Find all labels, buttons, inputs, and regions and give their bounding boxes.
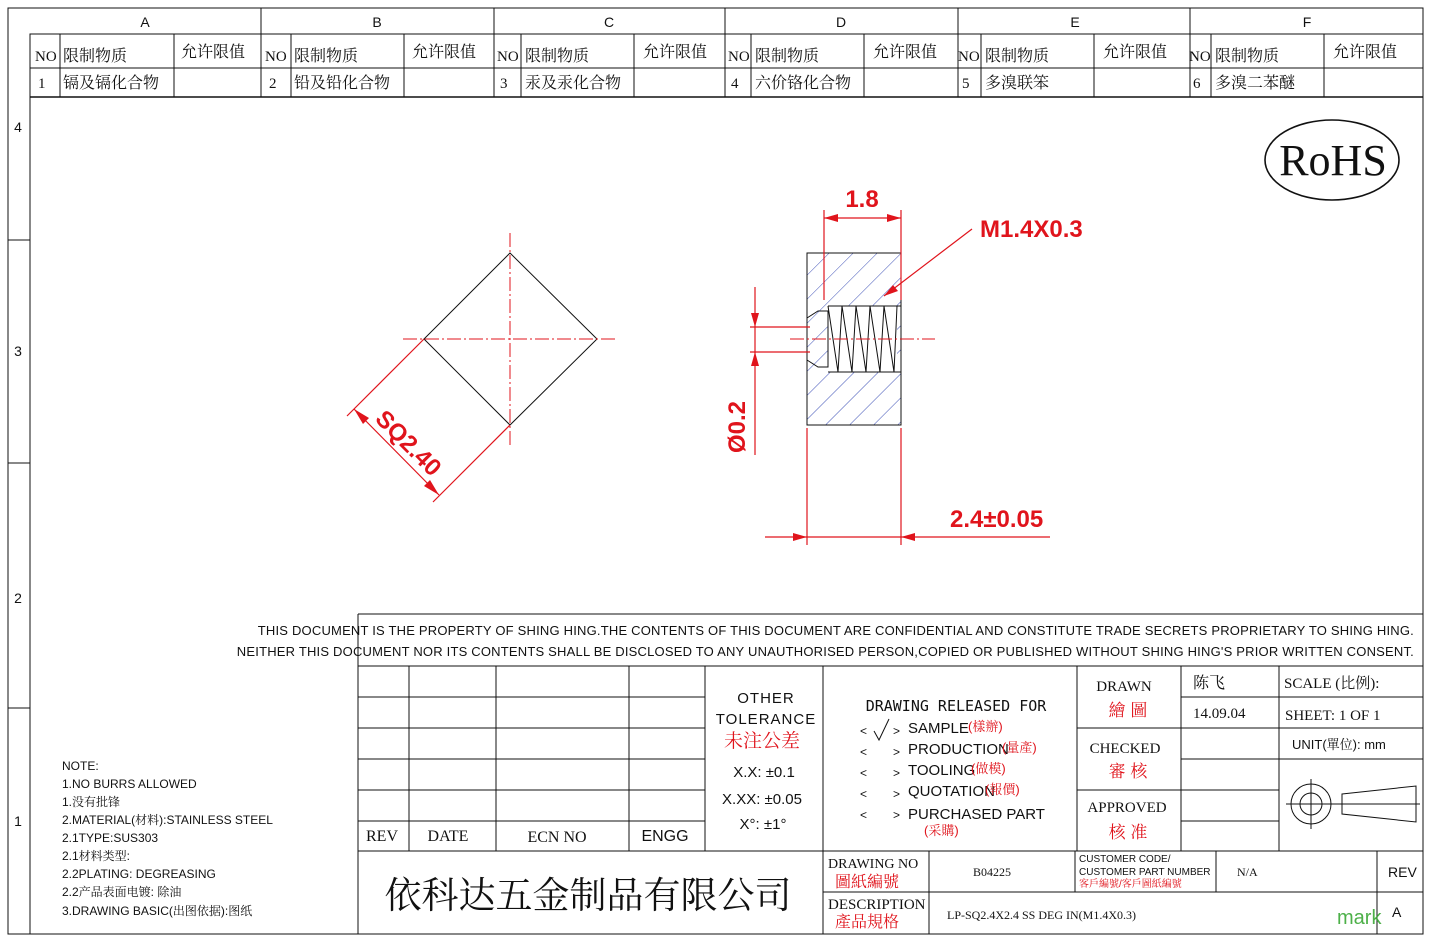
- limit-header: 允许限值: [412, 44, 477, 61]
- dia-dimension-label: Ø0.2: [724, 400, 751, 453]
- drawing-no-label: DRAWING NO: [828, 857, 919, 872]
- note-line: 1.NO BURRS ALLOWED: [62, 777, 197, 791]
- substance-no: 1: [38, 76, 46, 92]
- zone-col-c: C: [603, 14, 615, 30]
- drawing-no-label-cn: 圖紙編號: [835, 874, 900, 891]
- width-dimension-label: 1.8: [845, 186, 879, 213]
- sheet-label: SHEET: 1 OF 1: [1285, 708, 1381, 724]
- drawn-label: DRAWN: [1096, 679, 1152, 695]
- limit-header: 允许限值: [873, 44, 938, 61]
- square-view: [347, 233, 618, 502]
- tolerance-title-2: TOLERANCE: [715, 711, 817, 728]
- release-purchased: PURCHASED PART: [908, 806, 1045, 823]
- limit-header: 允许限值: [643, 44, 708, 61]
- limit-header: 允许限值: [181, 44, 246, 61]
- svg-text:<: <: [860, 808, 868, 822]
- substance-name: 镉及镉化合物: [63, 75, 160, 92]
- note-line: NOTE:: [62, 759, 99, 773]
- no-header: NO: [958, 49, 980, 65]
- description-label-cn: 產品規格: [835, 914, 900, 931]
- release-quotation-cn: (報價): [985, 782, 1020, 797]
- substance-no: 4: [731, 76, 739, 92]
- description-label: DESCRIPTION: [828, 897, 926, 913]
- zone-row-3: 3: [14, 343, 22, 359]
- zone-row-2: 2: [14, 590, 22, 606]
- svg-text:>: >: [893, 808, 901, 822]
- tolerance-title-cn: 未注公差: [723, 731, 801, 752]
- substance-no: 6: [1193, 76, 1201, 92]
- scale-label: SCALE (比例):: [1284, 676, 1380, 692]
- zone-row-1: 1: [14, 813, 22, 829]
- limit-header: 允许限值: [1103, 44, 1168, 61]
- checked-label: CHECKED: [1089, 741, 1161, 757]
- sq-dimension-label: SQ2.40: [369, 405, 447, 482]
- tolerance-xxx: X.XX: ±0.05: [722, 791, 802, 808]
- substance-no: 5: [962, 76, 970, 92]
- customer-value: N/A: [1237, 865, 1258, 879]
- no-header: NO: [728, 49, 750, 65]
- substance-name: 多溴联笨: [985, 75, 1050, 92]
- release-tooling: TOOLING: [908, 762, 976, 779]
- svg-text:>: >: [893, 745, 901, 759]
- no-header: NO: [35, 49, 57, 65]
- description-value: LP-SQ2.4X2.4 SS DEG IN(M1.4X0.3): [947, 908, 1137, 922]
- customer-label-2: CUSTOMER PART NUMBER: [1079, 867, 1211, 878]
- tolerance-angle: X°: ±1°: [739, 816, 787, 833]
- tolerance-title-1: OTHER: [737, 690, 795, 707]
- confidential-line-1: THIS DOCUMENT IS THE PROPERTY OF SHING HING.THE CONTENTS OF THIS DOCUMENT ARE CONFIDENTIAL AND CONSTITUTE TRADE SECRETS PROPRIETARY TO SHING HING.: [257, 623, 1414, 638]
- sample-check-icon: [874, 719, 889, 740]
- confidential-line-2: NEITHER THIS DOCUMENT NOR ITS CONTENTS SHALL BE DISCLOSED TO ANY UNAUTHORISED PERSON,COPIED OR PUBLISHED WITHOUT SHING HING'S PRIOR WRITTEN CONSENT.: [236, 644, 1414, 659]
- substance-name: 六价铬化合物: [755, 75, 852, 92]
- sq-extension-1: [347, 339, 424, 416]
- substance-name: 铅及铅化合物: [294, 75, 391, 92]
- release-purchased-cn: (采購): [924, 823, 959, 838]
- limit-header: 允许限值: [1333, 44, 1398, 61]
- substance-header: 限制物质: [755, 48, 820, 65]
- note-line: 2.1TYPE:SUS303: [62, 831, 159, 845]
- svg-text:>: >: [893, 724, 901, 738]
- date-header: DATE: [427, 828, 469, 845]
- approved-label-cn: 核 准: [1108, 823, 1148, 842]
- drawn-date: 14.09.04: [1193, 706, 1246, 722]
- drawn-label-cn: 繪 圖: [1108, 701, 1148, 720]
- svg-text:>: >: [893, 766, 901, 780]
- zone-col-b: B: [372, 14, 382, 30]
- release-sample-cn: (樣辦): [968, 719, 1003, 734]
- projection-symbol-icon: [1286, 779, 1420, 829]
- length-dimension-label: 2.4±0.05: [950, 506, 1044, 533]
- zone-col-f: F: [1302, 14, 1312, 30]
- zone-col-e: E: [1070, 14, 1080, 30]
- note-line: 2.1材料类型:: [62, 849, 131, 863]
- svg-text:<: <: [860, 745, 868, 759]
- substance-name: 汞及汞化合物: [525, 75, 622, 92]
- company-name: 依科达五金制品有限公司: [384, 876, 792, 917]
- release-title: DRAWING RELEASED FOR: [865, 697, 1047, 715]
- rev-label: REV: [1388, 864, 1417, 880]
- note-line: 2.2PLATING: DEGREASING: [62, 867, 216, 881]
- svg-text:<: <: [860, 766, 868, 780]
- approved-label: APPROVED: [1087, 800, 1167, 816]
- substance-no: 3: [500, 76, 508, 92]
- no-header: NO: [265, 49, 287, 65]
- section-view: [750, 210, 1050, 545]
- substance-header: 限制物质: [525, 48, 590, 65]
- release-production-cn: (量產): [1002, 740, 1037, 755]
- rohs-label: RoHS: [1279, 136, 1387, 185]
- note-line: 3.DRAWING BASIC(出图依据):图纸: [62, 904, 253, 918]
- customer-label-1: CUSTOMER CODE/: [1079, 854, 1171, 865]
- drawing-no-value: B04225: [972, 865, 1012, 879]
- svg-text:<: <: [860, 724, 868, 738]
- note-line: 1.没有批锋: [62, 795, 121, 809]
- no-header: NO: [497, 49, 519, 65]
- substance-no: 2: [269, 76, 277, 92]
- substance-name: 多溴二苯醚: [1215, 75, 1296, 92]
- drawn-by: 陈飞: [1193, 675, 1226, 692]
- outer-border: [8, 8, 1423, 934]
- svg-text:>: >: [893, 787, 901, 801]
- rev-value: A: [1392, 904, 1402, 920]
- release-quotation: QUOTATION: [908, 783, 995, 800]
- ecn-header: ECN NO: [527, 829, 587, 846]
- substance-header: 限制物质: [985, 48, 1050, 65]
- zone-col-d: D: [835, 14, 847, 30]
- unit-label: UNIT(單位): mm: [1292, 737, 1386, 752]
- release-sample: SAMPLE: [908, 720, 969, 737]
- zone-column-dividers: [261, 8, 1190, 34]
- engg-header: ENGG: [641, 828, 689, 845]
- release-tooling-cn: (做模): [971, 761, 1006, 776]
- tolerance-xx: X.X: ±0.1: [733, 764, 795, 781]
- substance-header: 限制物质: [1215, 48, 1280, 65]
- substance-header: 限制物质: [294, 48, 359, 65]
- zone-col-a: A: [140, 14, 150, 30]
- note-line: 2.MATERIAL(材料):STAINLESS STEEL: [62, 813, 273, 827]
- zone-row-4: 4: [14, 119, 22, 135]
- rev-header: REV: [366, 828, 398, 845]
- customer-label-cn: 客戶編號/客戶圖紙編號: [1079, 879, 1182, 890]
- note-line: 2.2产品表面电镀: 除油: [62, 885, 182, 899]
- release-production: PRODUCTION: [908, 741, 1009, 758]
- zone-row-dividers: [8, 240, 30, 708]
- thread-dimension-label: M1.4X0.3: [980, 216, 1083, 243]
- no-header: NO: [1189, 49, 1211, 65]
- substance-header: 限制物质: [63, 48, 128, 65]
- svg-text:<: <: [860, 787, 868, 801]
- checked-label-cn: 審 核: [1108, 762, 1148, 781]
- watermark: mark: [1337, 907, 1382, 929]
